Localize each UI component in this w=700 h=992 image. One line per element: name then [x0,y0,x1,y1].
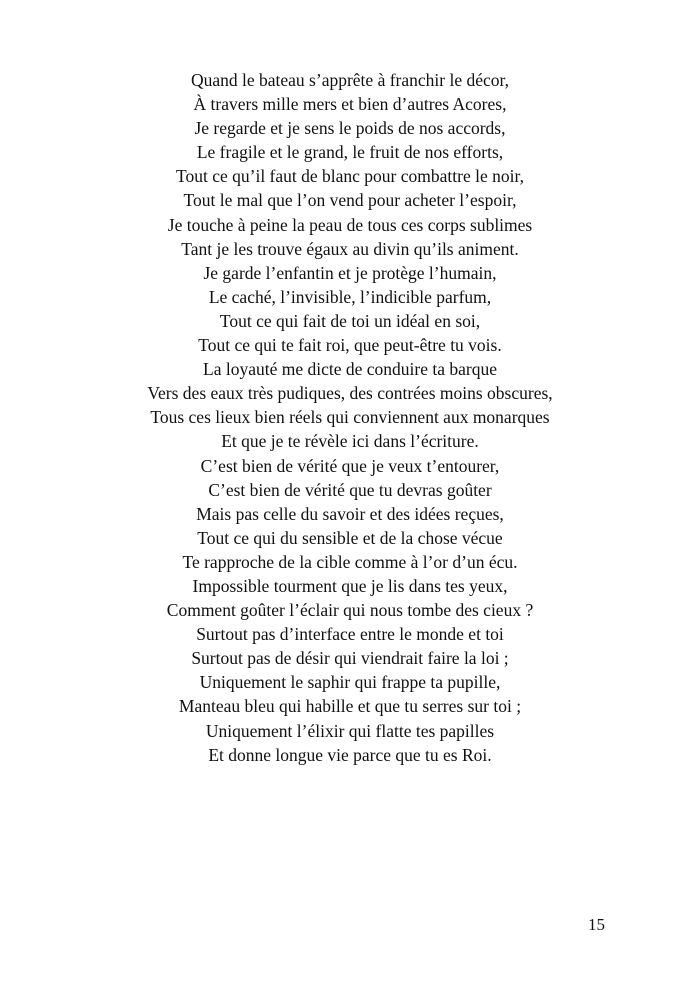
poem-line: Tout ce qu’il faut de blanc pour combattre le noir, [176,166,524,187]
poem-line: C’est bien de vérité que tu devras goûter [208,479,492,500]
poem-line: Uniquement le saphir qui frappe ta pupille, [199,672,501,693]
poem-line: À travers mille mers et bien d’autres Acores, [193,94,507,115]
poem-line: Je touche à peine la peau de tous ces corps sublimes [167,214,533,235]
poem-line: Uniquement l’élixir qui flatte tes papilles [205,720,495,741]
page-number: 15 [588,915,605,934]
poem-line: C’est bien de vérité que je veux t’entourer, [200,455,500,476]
poem-line: Le caché, l’invisible, l’indicible parfum, [208,286,492,307]
poem-line: Quand le bateau s’apprête à franchir le décor, [190,70,510,90]
poem-line: Le fragile et le grand, le fruit de nos efforts, [196,142,504,163]
poem-line: Te rapproche de la cible comme à l’or d’un écu. [182,551,518,572]
poem-line: Je regarde et je sens le poids de nos accords, [194,118,506,139]
poem-line: Et donne longue vie parce que tu es Roi. [208,744,492,765]
poem-line: Tout ce qui te fait roi, que peut-être tu vois. [198,335,502,356]
poem-line: Surtout pas de désir qui viendrait faire la loi ; [191,648,509,669]
poem-line: Je garde l’enfantin et je protège l’humain, [203,262,497,283]
poem-line: Et que je te révèle ici dans l’écriture. [221,431,479,452]
poem-line: Tant je les trouve égaux au divin qu’ils animent. [181,238,519,259]
poem-line: Tout le mal que l’on vend pour acheter l’espoir, [183,190,517,211]
poem-line: La loyauté me dicte de conduire ta barque [203,359,497,380]
poem-line: Manteau bleu qui habille et que tu serres sur toi ; [178,696,522,717]
poem-line: Tout ce qui du sensible et de la chose vécue [197,527,503,548]
poem-line: Impossible tourment que je lis dans tes yeux, [192,575,508,596]
poem-line: Surtout pas d’interface entre le monde et toi [196,624,504,645]
poem-line: Tout ce qui fait de toi un idéal en soi, [219,310,481,331]
poem [0,68,700,767]
poem-line: Tous ces lieux bien réels qui conviennent aux monarques [150,407,550,428]
poem-line: Vers des eaux très pudiques, des contrées moins obscures, [147,383,553,404]
poem-line: Comment goûter l’éclair qui nous tombe des cieux ? [166,600,534,621]
poem-line: Mais pas celle du savoir et des idées reçues, [196,503,504,524]
